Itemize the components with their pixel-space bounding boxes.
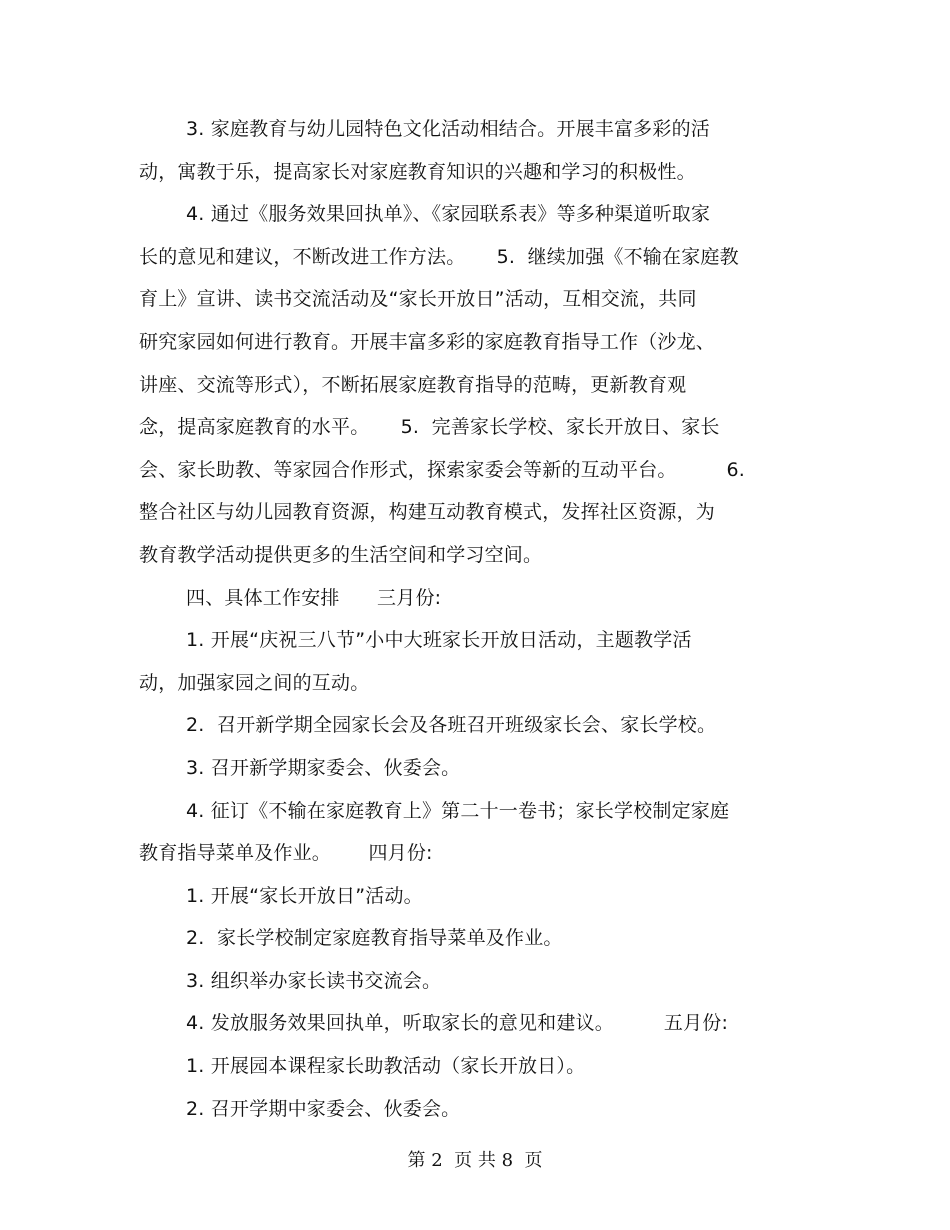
page-number-footer: 第 2 页 共 8 页: [407, 1150, 543, 1171]
text-line: 长的意见和建议，不断改进工作方法。 5. 继续加强《不输在家庭教: [139, 245, 739, 268]
text-line: 4. 发放服务效果回执单，听取家长的意见和建议。 五月份:: [186, 1012, 729, 1035]
text-line: 育上》宣讲、读书交流活动及“家长开放日”活动，互相交流，共同: [139, 288, 697, 311]
text-line: 会、家长助教、等家园合作形式，探索家委会等新的互动平台。 6.: [139, 458, 746, 481]
text-line: 教育教学活动提供更多的生活空间和学习空间。: [139, 543, 543, 566]
text-line: 1. 开展“庆祝三八节”小中大班家长开放日活动，主题教学活: [186, 629, 692, 652]
text-line: 整合社区与幼儿园教育资源，构建互动教育模式，发挥社区资源，为: [139, 501, 716, 524]
text-line: 1. 开展园本课程家长助教活动（家长开放日）。: [186, 1055, 586, 1078]
text-line: 2. 召开新学期全园家长会及各班召开班级家长会、家长学校。: [186, 714, 717, 737]
section-heading: 四、具体工作安排 三月份:: [186, 586, 442, 609]
text-line: 4. 征订《不输在家庭教育上》第二十一卷书；家长学校制定家庭: [186, 799, 730, 822]
text-line: 2. 家长学校制定家庭教育指导菜单及作业。: [186, 927, 563, 950]
text-line: 研究家园如何进行教育。开展丰富多彩的家庭教育指导工作（沙龙、: [139, 330, 716, 353]
document-body: [139, 108, 789, 1130]
text-line: 4. 通过《服务效果回执单》、《家园联系表》等多种渠道听取家: [186, 203, 711, 226]
text-line: 讲座、交流等形式），不断拓展家庭教育指导的范畴，更新教育观: [139, 373, 687, 396]
text-line: 1. 开展“家长开放日”活动。: [186, 884, 423, 907]
text-line: 3. 召开新学期家委会、伙委会。: [186, 756, 461, 779]
text-line: 念，提高家庭教育的水平。 5. 完善家长学校、家长开放日、家长: [139, 416, 720, 439]
text-line: 3. 家庭教育与幼儿园特色文化活动相结合。开展丰富多彩的活: [186, 118, 710, 140]
text-line: 3. 组织举办家长读书交流会。: [186, 969, 442, 992]
text-line: 2. 召开学期中家委会、伙委会。: [186, 1097, 461, 1120]
text-line: 动，寓教于乐，提高家长对家庭教育知识的兴趣和学习的积极性。: [139, 160, 696, 183]
text-line: 动，加强家园之间的互动。: [139, 671, 370, 694]
text-line: 教育指导菜单及作业。 四月份:: [139, 842, 433, 865]
